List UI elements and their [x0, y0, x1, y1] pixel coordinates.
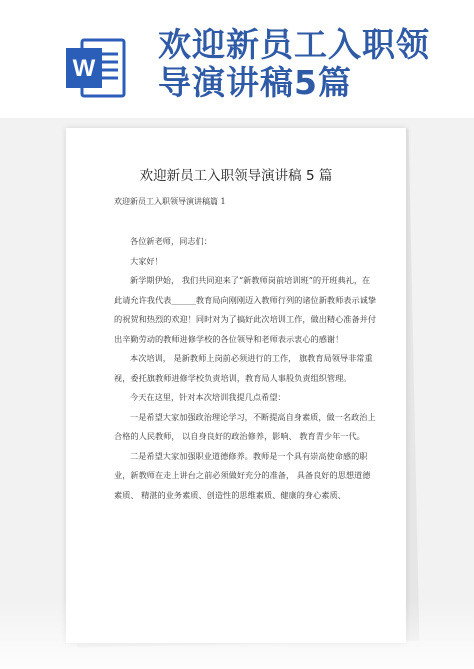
header-banner [0, 0, 474, 118]
word-document-icon [64, 36, 126, 100]
document-body [114, 232, 378, 505]
banner-title: 欢迎新员工入职领导演讲稿5篇 [158, 25, 430, 102]
paragraph-training: 本次培训， 是新教师上岗前必须进行的工作， 旗教育局领导非常重视，委托旗教师进修学校负责培训，教育局人事股负责组织管理。 [114, 353, 373, 383]
paragraph-salutation: 各位新老师，同志们： [130, 236, 212, 246]
paragraph-point-one: 一是希望大家加强政治理论学习，不断提高自身素质，做一名政治上合格的人民教师， 以自身良好的政治修养，影响、 教育青少年一代。 [114, 411, 376, 441]
paragraph-opening: 新学期伊始， 我们共同迎来了“新教师岗前培训班”的开班典礼，在此请允许我代表______教育局向刚刚迈入教师行列的诸位新教师表示诚挚的祝贺和热烈的欢迎！同时对为了搞好此次培训工作，做出精心准备并付出辛勤劳动的教师进修学校的各位领导和老师表示衷心的感谢！ [114, 275, 377, 344]
paragraph-point-two: 二是希望大家加强职业道德修养。教师是一个具有崇高使命感的职业，新教师在走上讲台之前必须做好充分的准备， 具备良好的思想道德素质、 精湛的业务素质、创造性的思维素质、健康的身心素质、 [114, 450, 371, 500]
bottom-fade-overlay [0, 600, 474, 669]
paragraph-greeting: 大家好！ [130, 255, 163, 266]
svg-text:W: W [72, 55, 96, 82]
document-subtitle: 欢迎新员工入职领导演讲稿篇 1 [114, 197, 226, 206]
document-title: 欢迎新员工入职领导演讲稿 5 篇 [139, 168, 333, 184]
paragraph-hopes: 今天在这里，针对本次培训我提几点希望： [130, 392, 286, 402]
document-page [66, 128, 406, 643]
